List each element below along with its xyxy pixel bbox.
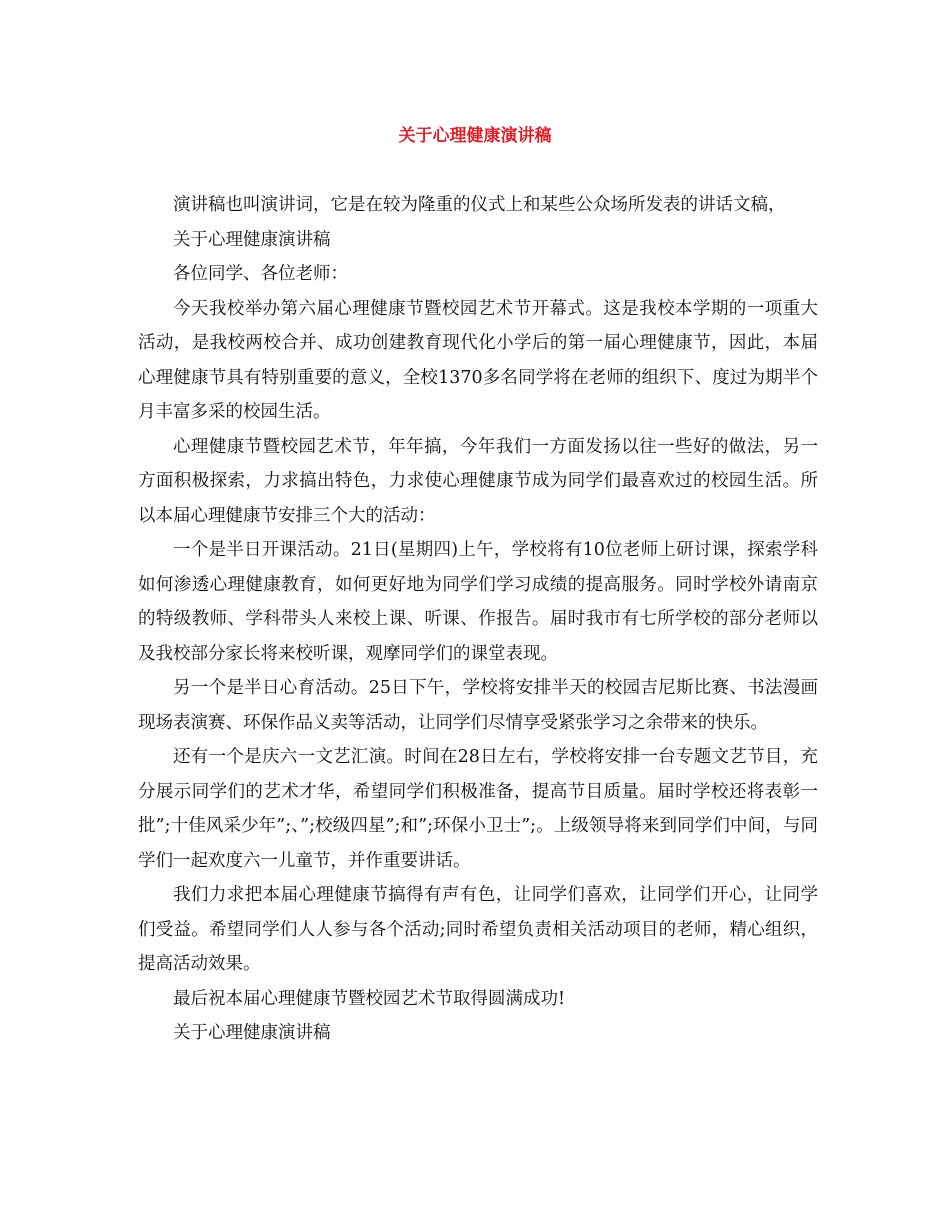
paragraph-salutation: 各位同学、各位老师： — [173, 264, 348, 284]
document-body — [138, 188, 818, 1051]
paragraph-footer-title: 关于心理健康演讲稿 — [173, 1023, 331, 1043]
paragraph-plan: 心理健康节暨校园艺术节，年年搞，今年我们一方面发扬以往一些好的做法，另一方面积极探索，力求搞出特色，力求使心理健康节成为同学们最喜欢过的校园生活。所以本届心理健康节安排三个大的活动： — [138, 436, 818, 526]
paragraph-activity-2: 另一个是半日心育活动。25日下午，学校将安排半天的校园吉尼斯比赛、书法漫画现场表演赛、环保作品义卖等活动，让同学们尽情享受紧张学习之余带来的快乐。 — [138, 678, 818, 733]
paragraph-opening: 今天我校举办第六届心理健康节暨校园艺术节开幕式。这是我校本学期的一项重大活动，是我校两校合并、成功创建教育现代化小学后的第一届心理健康节，因此，本届心理健康节具有特别重要的意义，全校1370多名同学将在老师的组织下、度过为期半个月丰富多采的校园生活。 — [138, 298, 818, 422]
document-title: 关于心理健康演讲稿 — [398, 126, 552, 146]
paragraph-activity-3: 还有一个是庆六一文艺汇演。时间在28日左右，学校将安排一台专题文艺节目，充分展示同学们的艺术才华，希望同学们积极准备，提高节目质量。届时学校还将表彰一批”;十佳风采少年”;、”;校级四星”;和”;环保小卫士”;。上级领导将来到同学们中间，与同学们一起欢度六一儿童节，并作重要讲话。 — [138, 747, 818, 871]
paragraph-goals: 我们力求把本届心理健康节搞得有声有色，让同学们喜欢，让同学们开心，让同学们受益。希望同学们人人参与各个活动;同时希望负责相关活动项目的老师，精心组织，提高活动效果。 — [138, 885, 818, 974]
paragraph-intro: 演讲稿也叫演讲词，它是在较为隆重的仪式上和某些公众场所发表的讲话文稿， — [173, 195, 786, 215]
paragraph-subtitle: 关于心理健康演讲稿 — [173, 229, 331, 250]
paragraph-closing: 最后祝本届心理健康节暨校园艺术节取得圆满成功! — [173, 988, 566, 1009]
paragraph-activity-1: 一个是半日开课活动。21日(星期四)上午，学校将有10位老师上研讨课，探索学科如何渗透心理健康教育，如何更好地为同学们学习成绩的提高服务。同时学校外请南京的特级教师、学科带头人来校上课、听课、作报告。届时我市有七所学校的部分老师以及我校部分家长将来校听课，观摩同学们的课堂表现。 — [138, 540, 818, 664]
